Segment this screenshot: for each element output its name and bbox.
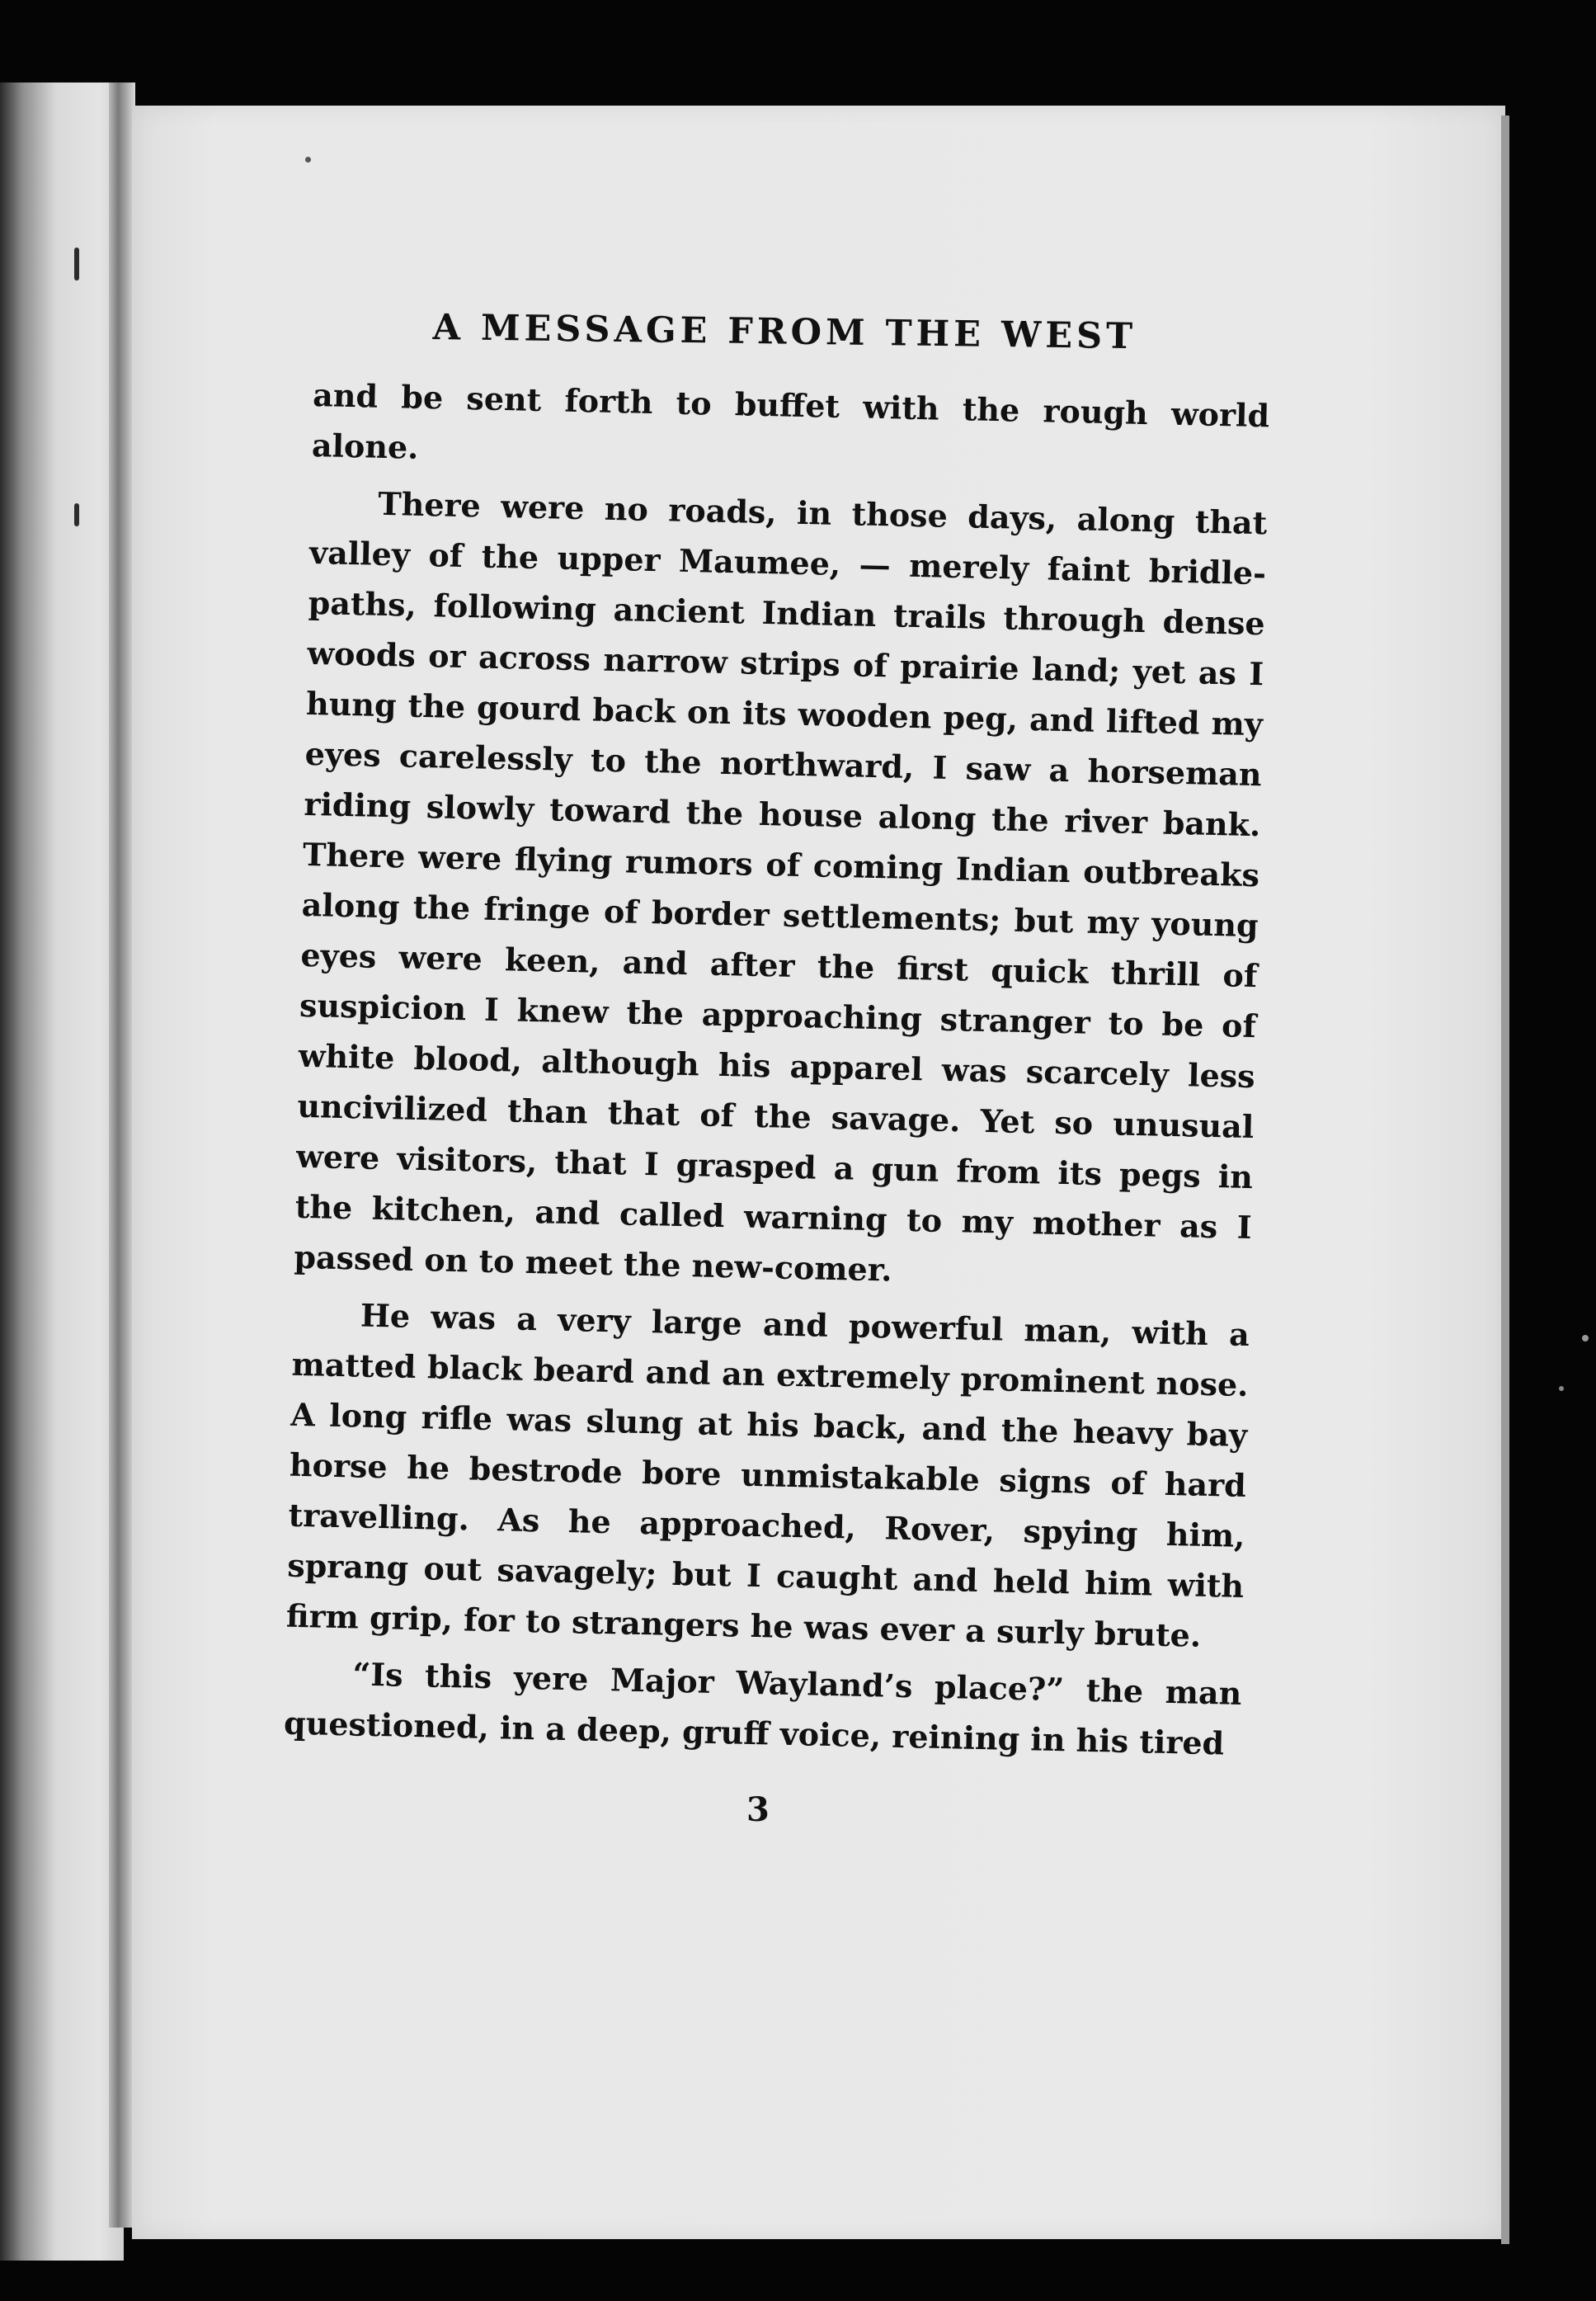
- facing-page-edge: [0, 83, 124, 2261]
- paragraph: and be sent forth to buffet with the rough world alone.: [311, 375, 1270, 466]
- page-number: 3: [746, 1790, 770, 1829]
- edge-mark: [74, 248, 79, 281]
- page-edge-shadow: [1501, 116, 1509, 2244]
- scan-speck: [1559, 1386, 1564, 1391]
- paragraph: “Is this yere Major Wayland’s place?” the man questioned, in a deep, gruff voice, reining in his tired: [283, 1655, 1242, 1762]
- scan-speck: [305, 157, 311, 163]
- scan-speck: [1582, 1335, 1589, 1341]
- paragraph: There were no roads, in those days, along that valley of the upper Maumee, — merely faint bridle-paths, following ancient Indian trails through dense woods or across narrow strips of prairie land; yet as I hung the gourd back on its wooden peg, and lifted my eyes carelessly to the northward, I saw a horseman riding slowly toward the house along the river bank. There were flying rumors of coming Indian outbreaks along the fringe of border settlements; but my young eyes were keen, and after the first quick thrill of suspicion I knew the approaching stranger to be of white blood, although his apparel was scarcely less uncivilized than that of the savage. Yet so unusual were visitors, that I grasped a gun from its pegs in the kitchen, and called warning to my mother as I passed on to meet the new-comer.: [294, 484, 1268, 1289]
- body-text: [283, 370, 1269, 1775]
- edge-mark: [74, 503, 79, 526]
- paragraph: He was a very large and powerful man, with a matted black beard and an extremely prominent nose. A long rifle was slung at his back, and the heavy bay horse he bestrode bore unmistakable signs of hard travelling. As he approached, Rover, spying him, sprang out savagely; but I caught and held him with firm grip, for to strangers he was ever a surly brute.: [285, 1296, 1250, 1654]
- running-head: A MESSAGE FROM THE WEST: [432, 307, 1137, 358]
